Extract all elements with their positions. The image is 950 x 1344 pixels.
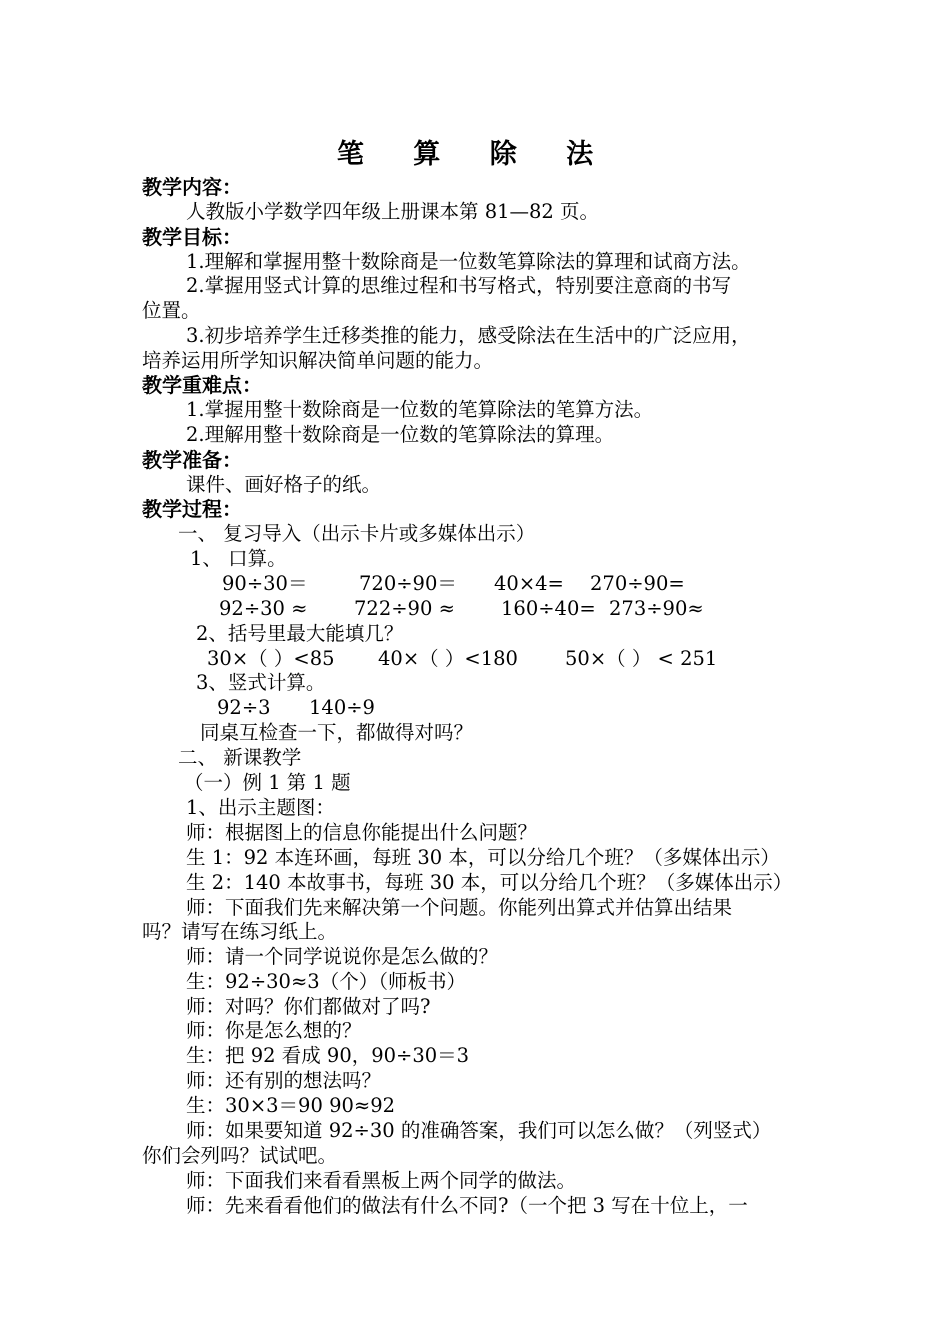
text-line: 2.掌握用竖式计算的思维过程和书写格式，特别要注意商的书写	[186, 274, 732, 297]
heading-key-points: 教学重难点：	[142, 373, 262, 397]
oral-row-2	[219, 597, 899, 621]
bracket-item: 30×（ ）<85	[207, 647, 335, 670]
text-line: 人教版小学数学四年级上册课本第 81—82 页。	[186, 200, 600, 223]
text-line: 师：还有别的想法吗？	[186, 1069, 382, 1092]
text-line: 1.掌握用整十数除商是一位数的笔算除法的笔算方法。	[186, 398, 654, 421]
text-line: 3、竖式计算。	[196, 671, 326, 694]
text-line: 1、 口算。	[190, 547, 287, 570]
text-line: 你们会列吗？试试吧。	[142, 1144, 338, 1167]
section-heading: 一、 复习导入（出示卡片或多媒体出示）	[178, 522, 536, 545]
oral-item: 160÷40=	[501, 597, 596, 620]
vertical-item: 92÷3	[217, 696, 271, 719]
text-line: 生 2：140 本故事书，每班 30 本，可以分给几个班？（多媒体出示）	[186, 871, 793, 894]
text-line: 生 1：92 本连环画，每班 30 本，可以分给几个班？（多媒体出示）	[186, 846, 780, 869]
text-line: 同桌互检查一下，都做得对吗？	[200, 721, 474, 744]
oral-item: 722÷90 ≈	[354, 597, 455, 620]
text-line: 培养运用所学知识解决简单问题的能力。	[142, 349, 494, 372]
text-line: 师：对吗？你们都做对了吗?	[186, 995, 431, 1018]
oral-item: 270÷90=	[590, 572, 685, 595]
text-line: 1、出示主题图：	[186, 796, 335, 819]
text-line: 课件、画好格子的纸。	[186, 473, 382, 496]
text-line: 2、括号里最大能填几？	[196, 622, 404, 645]
document-title: 笔 算 除 法	[336, 139, 614, 170]
text-line: 2.理解用整十数除商是一位数的笔算除法的算理。	[186, 423, 615, 446]
text-line: 生：92÷30≈3（个）（师板书）	[186, 970, 466, 993]
text-line: 师：根据图上的信息你能提出什么问题？	[186, 821, 538, 844]
text-line: 吗？请写在练习纸上。	[142, 920, 338, 943]
section-heading: 二、 新课教学	[178, 746, 302, 769]
vertical-item: 140÷9	[309, 696, 375, 719]
text-line: 师：下面我们来看看黑板上两个同学的做法。	[186, 1169, 577, 1192]
bracket-row	[207, 647, 887, 671]
text-line: 师：如果要知道 92÷30 的准确答案，我们可以怎么做？（列竖式）	[186, 1119, 772, 1142]
oral-item: 273÷90≈	[609, 597, 704, 620]
oral-item: 92÷30 ≈	[219, 597, 308, 620]
text-line: （一）例 1 第 1 题	[184, 771, 351, 794]
oral-item: 720÷90＝	[359, 572, 457, 595]
text-line: 生：30×3＝90 90≈92	[186, 1094, 396, 1117]
vertical-row	[217, 696, 897, 720]
text-line: 3.初步培养学生迁移类推的能力，感受除法在生活中的广泛应用，	[186, 324, 751, 347]
oral-row-1	[222, 572, 902, 596]
heading-process: 教学过程：	[142, 497, 242, 521]
text-line: 师：先来看看他们的做法有什么不同?（一个把 3 写在十位上，一	[186, 1194, 748, 1217]
bracket-item: 50×（ ） < 251	[565, 647, 718, 670]
text-line: 位置。	[142, 299, 201, 322]
text-line: 生：把 92 看成 90，90÷30＝3	[186, 1044, 470, 1067]
heading-preparation: 教学准备：	[142, 448, 242, 472]
oral-item: 40×4=	[494, 572, 564, 595]
heading-objectives: 教学目标：	[142, 225, 242, 249]
text-line: 1.理解和掌握用整十数除商是一位数笔算除法的算理和试商方法。	[186, 250, 751, 273]
heading-content: 教学内容：	[142, 175, 242, 199]
bracket-item: 40×（ ）<180	[378, 647, 518, 670]
text-line: 师：请一个同学说说你是怎么做的？	[186, 945, 499, 968]
oral-item: 90÷30＝	[222, 572, 308, 595]
text-line: 师：你是怎么想的？	[186, 1019, 362, 1042]
text-line: 师：下面我们先来解决第一个问题。你能列出算式并估算出结果	[186, 896, 733, 919]
